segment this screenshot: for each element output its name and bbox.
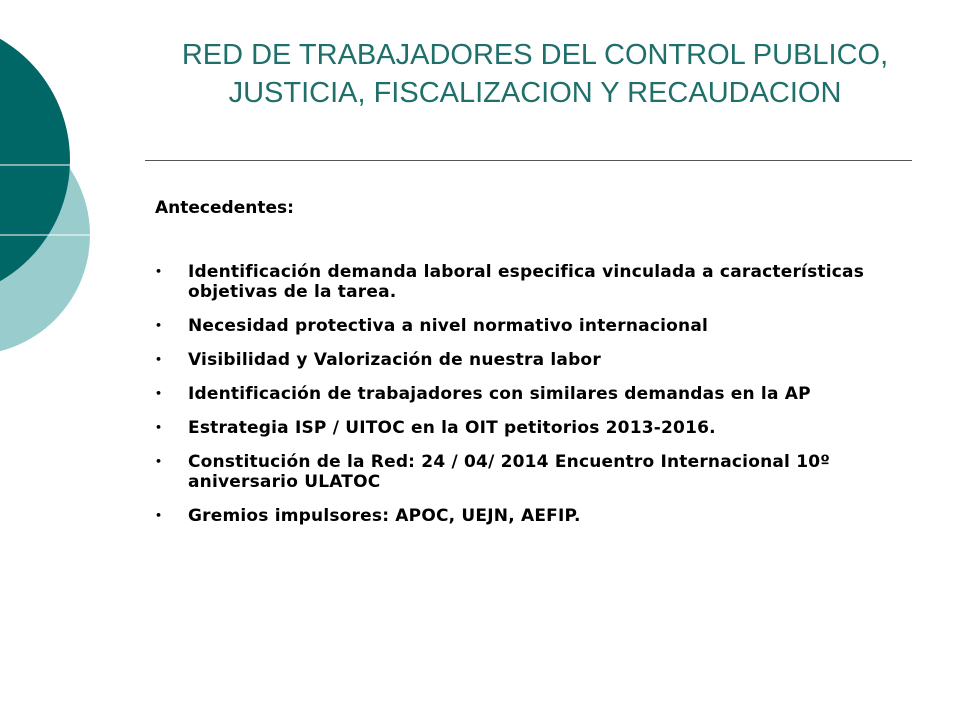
bullet-text: Necesidad protectiva a nivel normativo internacional: [188, 316, 709, 336]
bullet-icon: •: [155, 265, 163, 278]
bullet-icon: •: [155, 353, 163, 366]
bullet-text: Identificación demanda laboral especifica vinculada a características objetivas de la tarea.: [188, 262, 865, 302]
bullet-item: [155, 316, 900, 336]
decorative-circles: [0, 0, 163, 420]
bullet-text: Visibilidad y Valorización de nuestra labor: [188, 350, 601, 370]
bullet-item: [155, 262, 900, 302]
bullet-icon: •: [155, 455, 163, 468]
bullet-text: Identificación de trabajadores con similares demandas en la AP: [188, 384, 811, 404]
bullet-icon: •: [155, 509, 163, 522]
bullet-item: [155, 350, 900, 370]
bullet-text: Estrategia ISP / UITOC en la OIT petitorios 2013-2016.: [188, 418, 716, 438]
bullet-list: [155, 262, 900, 540]
bullet-item: [155, 452, 900, 492]
bullet-item: [155, 506, 900, 526]
title-divider: [145, 160, 912, 161]
bullet-item: [155, 418, 900, 438]
section-heading: Antecedentes:: [155, 198, 294, 218]
bullet-item: [155, 384, 900, 404]
bullet-icon: •: [155, 319, 163, 332]
bullet-icon: •: [155, 421, 163, 434]
bullet-icon: •: [155, 387, 163, 400]
bullet-text: Constitución de la Red: 24 / 04/ 2014 Encuentro Internacional 10º aniversario ULATOC: [188, 452, 831, 492]
slide-title: RED DE TRABAJADORES DEL CONTROL PUBLICO, JUSTICIA, FISCALIZACION Y RECAUDACION: [181, 39, 889, 109]
bullet-text: Gremios impulsores: APOC, UEJN, AEFIP.: [188, 506, 581, 526]
